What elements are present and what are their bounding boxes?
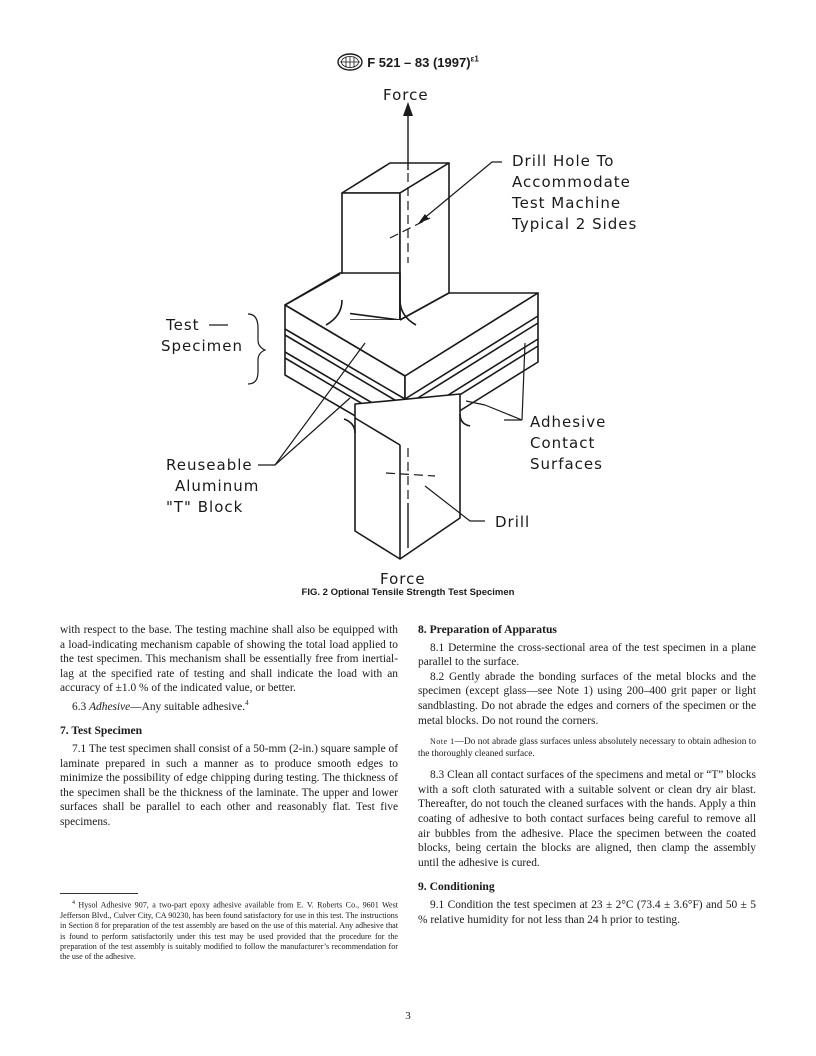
footnote-ref: 4 <box>245 698 249 707</box>
figure-2-diagram <box>150 78 670 588</box>
paragraph-number: 6.3 <box>72 700 90 713</box>
right-column <box>418 623 756 927</box>
paragraph-7-1: 7.1 The test specimen shall consist of a 50-mm (2-in.) square sample of laminate prepared in such a manner as to produce smooth edges to minimize the possibility of edge chipping during testing. The thickness of the specimen shall be the thickness of the laminate. The upper and lower surfaces shall be parallel to each other and reasonably flat. Test five specimens. <box>60 742 398 828</box>
page-header <box>0 53 816 74</box>
note-1 <box>418 736 756 760</box>
reuseable-label-3: "T" Block <box>166 498 244 516</box>
figure-caption: FIG. 2 Optional Tensile Strength Test Specimen <box>301 587 515 598</box>
force-top-label: Force <box>383 86 429 104</box>
drill-hole-label-1: Drill Hole To <box>512 152 615 170</box>
adhesive-label-2: Contact <box>530 434 596 452</box>
section-8-heading: 8. Preparation of Apparatus <box>418 623 557 636</box>
paragraph-text: —Any suitable adhesive. <box>130 700 246 713</box>
force-bottom-label: Force <box>380 570 426 588</box>
paragraph-9-1: 9.1 Condition the test specimen at 23 ± 2°C (73.4 ± 3.6°F) and 50 ± 5 % relative humidity for not less than 24 h prior to testing. <box>418 898 756 926</box>
paragraph-6-3 <box>60 696 398 714</box>
drill-hole-label-3: Test Machine <box>512 194 622 212</box>
page-number: 3 <box>405 1010 411 1022</box>
reuseable-label-2: Aluminum <box>175 477 260 495</box>
adhesive-label-1: Adhesive <box>530 413 607 431</box>
drill-hole-label-4: Typical 2 Sides <box>512 215 638 233</box>
footnote-4 <box>60 898 398 962</box>
standard-designation: F 521 – 83 (1997) <box>367 54 471 70</box>
adhesive-label-3: Surfaces <box>530 455 603 473</box>
paragraph-6-2-continued: with respect to the base. The testing machine shall also be equipped with a load-indicating mechanism capable of showing the total load applied to the test specimen. This mechanism shall be essentially free from inertial-lag at the specified rate of testing and shall indicate the load with an accuracy of ±1.0 % of the indicated value, or better. <box>60 624 398 695</box>
drill-hole-label-2: Accommodate <box>512 173 631 191</box>
paragraph-8-1: 8.1 Determine the cross-sectional area of the test specimen in a plane parallel to the surface. <box>418 641 756 669</box>
note-text: —Do not abrade glass surfaces unless absolutely necessary to obtain adhesion to the thoroughly cleaned surface. <box>418 737 756 760</box>
paragraph-8-3: 8.3 Clean all contact surfaces of the specimens and metal or “T” blocks with a soft cloth saturated with a suitable solvent or clean dry air blast. Thereafter, do not touch the cleaned surfaces with the hands. Apply a thin coating of adhesive to both contact surfaces being careful to remove all air bubbles from the adhesive. Place the specimen between the coated blocks, being certain the blocks are aligned, then clamp the assembly until the adhesive is cured. <box>418 769 756 869</box>
footnote-divider <box>60 893 138 894</box>
section-9-heading: 9. Conditioning <box>418 880 495 894</box>
paragraph-8-2: 8.2 Gently abrade the bonding surfaces of the metal blocks and the specimen (except glass—see Note 1) using 200–400 grit paper or light sandblasting. Do not abrade the edges and corners of the specimen or the metal blocks. Do not round the corners. <box>418 670 756 727</box>
drill-label: Drill <box>495 513 531 531</box>
test-specimen-label-2: Specimen <box>161 337 244 355</box>
footnote-marker: 4 <box>72 900 75 906</box>
footnote-text: Hysol Adhesive 907, a two-part epoxy adhesive available from E. V. Roberts Co., 9601 West Jefferson Blvd., Culver City, CA 90230, has been found satisfactory for use in this test. The instructions in Section 8 for preparation of the test assembly are based on the use of this material. Any adhesive that is found to perform satisfactorily under this test may be used provided that the procedure for the preparation of the test assembly is suitably modified to follow the manufacturer’s recommendation for the use of the adhesive. <box>60 900 398 962</box>
note-label: Note 1 <box>430 737 455 747</box>
designation-superscript: ε1 <box>470 54 479 64</box>
astm-logo-icon <box>337 53 363 74</box>
reuseable-label-1: Reuseable <box>166 456 253 474</box>
section-7-heading: 7. Test Specimen <box>60 724 143 738</box>
term-adhesive: Adhesive <box>89 700 131 713</box>
left-column <box>60 623 398 830</box>
test-specimen-label-1: Test <box>166 316 200 334</box>
